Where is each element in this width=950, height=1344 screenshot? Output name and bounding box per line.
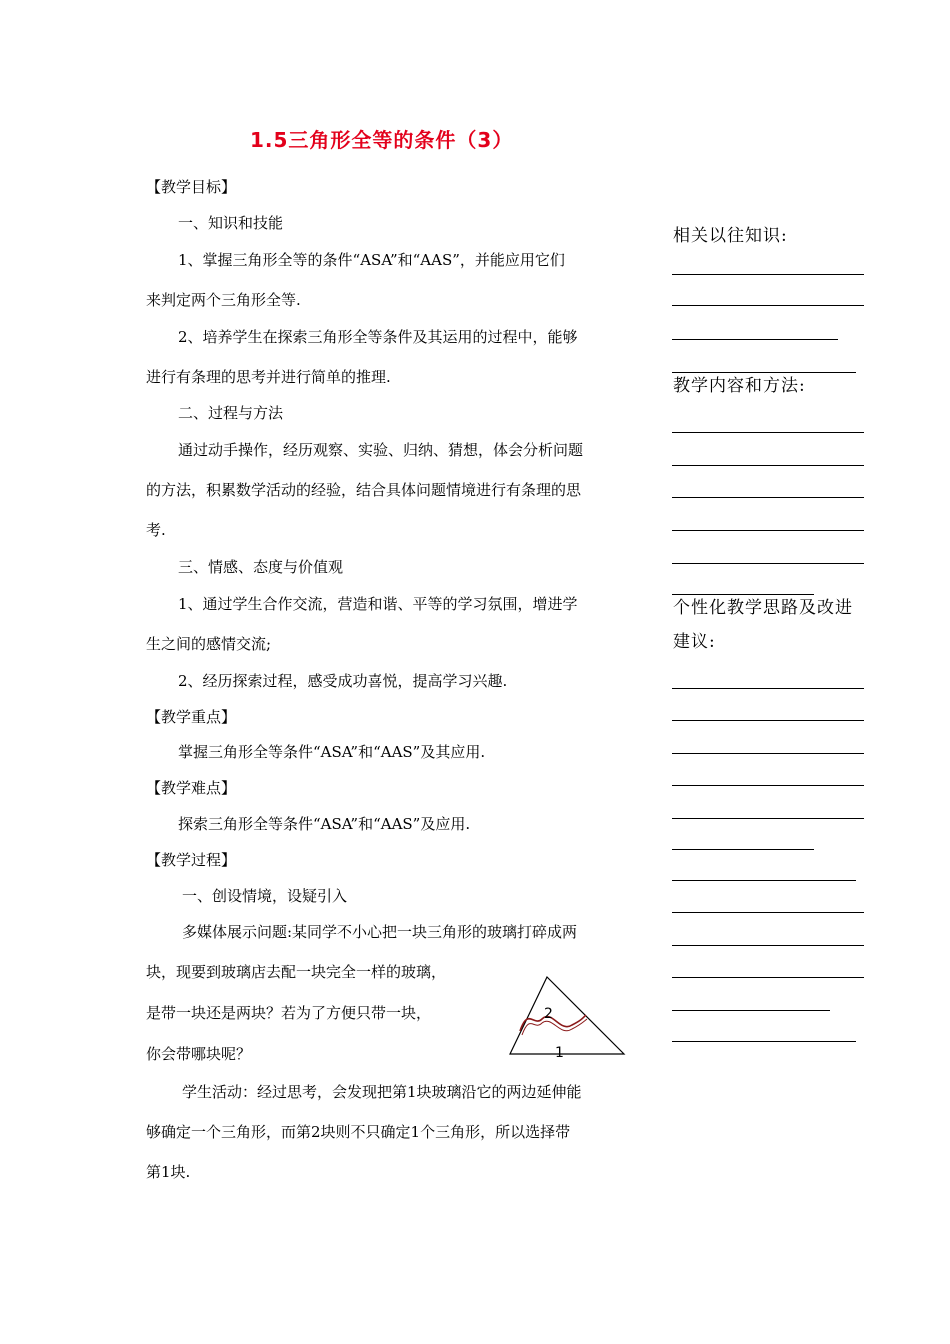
piece-1-label: 1 [555, 1045, 564, 1061]
problem-line4: 你会带哪块呢？ [146, 1045, 252, 1063]
write-line [672, 720, 864, 721]
difficulties-text: 探索三角形全等条件“ASA”和“AAS”及应用. [178, 815, 471, 833]
write-line [672, 818, 864, 819]
step1-heading: 一、创设情境，设疑引入 [182, 887, 348, 905]
write-line [672, 372, 856, 373]
write-line [672, 594, 814, 595]
part3-item1-line2: 生之间的感情交流; [146, 635, 272, 653]
write-line [672, 945, 864, 946]
write-line [672, 497, 864, 498]
keypoints-heading: 【教学重点】 [146, 708, 237, 726]
part1-item2-line1: 2、培养学生在探索三角形全等条件及其运用的过程中，能够 [178, 328, 578, 346]
problem-line3: 是带一块还是两块？若为了方便只带一块， [146, 1004, 432, 1022]
write-line [672, 530, 864, 531]
part2-text-line1: 通过动手操作，经历观察、实验、归纳、猜想，体会分析问题 [178, 441, 584, 459]
sidebar-personalized-line1: 个性化教学思路及改进 [673, 598, 853, 618]
part1-item1-line1: 1、掌握三角形全等的条件“ASA”和“AAS”，并能应用它们 [178, 251, 565, 269]
triangle-diagram [500, 975, 630, 1065]
page-title: 1.5三角形全等的条件（3） [250, 128, 514, 152]
triangle-outline [510, 977, 624, 1054]
problem-line2: 块，现要到玻璃店去配一块完全一样的玻璃， [146, 963, 447, 981]
write-line [672, 274, 864, 275]
broken-glass-figure [500, 975, 630, 1069]
sidebar-personalized-line2: 建议: [673, 632, 716, 652]
part1-heading: 一、知识和技能 [178, 214, 284, 232]
part1-item2-line2: 进行有条理的思考并进行简单的推理. [146, 368, 391, 386]
keypoints-text: 掌握三角形全等条件“ASA”和“AAS”及其应用. [178, 743, 486, 761]
write-line [672, 753, 864, 754]
write-line [672, 305, 864, 306]
activity-line1: 学生活动：经过思考，会发现把第1块玻璃沿它的两边延伸能 [182, 1083, 582, 1101]
write-line [672, 880, 856, 881]
piece-2-label: 2 [544, 1006, 553, 1022]
write-line [672, 1041, 856, 1042]
write-line [672, 912, 864, 913]
process-heading: 【教学过程】 [146, 851, 237, 869]
part3-heading: 三、情感、态度与价值观 [178, 558, 344, 576]
write-line [672, 339, 838, 340]
crack-line [520, 1015, 586, 1031]
part1-item1-line2: 来判定两个三角形全等. [146, 291, 301, 309]
write-line [672, 849, 814, 850]
sidebar-prior-knowledge: 相关以往知识: [673, 226, 788, 246]
write-line [672, 563, 864, 564]
write-line [672, 465, 864, 466]
part3-item2: 2、经历探索过程，感受成功喜悦，提高学习兴趣. [178, 672, 508, 690]
write-line [672, 977, 864, 978]
part2-text-line2: 的方法，积累数学活动的经验，结合具体问题情境进行有条理的思 [146, 481, 582, 499]
write-line [672, 432, 864, 433]
write-line [672, 688, 864, 689]
objectives-heading: 【教学目标】 [146, 178, 237, 196]
part2-text-line3: 考. [146, 521, 166, 539]
activity-line2: 够确定一个三角形，而第2块则不只确定1个三角形，所以选择带 [146, 1123, 571, 1141]
write-line [672, 785, 864, 786]
part3-item1-line1: 1、通过学生合作交流，营造和谐、平等的学习氛围，增进学 [178, 595, 578, 613]
part2-heading: 二、过程与方法 [178, 404, 284, 422]
activity-line3: 第1块. [146, 1163, 191, 1181]
sidebar-content-method: 教学内容和方法: [673, 376, 806, 396]
difficulties-heading: 【教学难点】 [146, 779, 237, 797]
write-line [672, 1010, 830, 1011]
problem-line1: 多媒体展示问题:某同学不小心把一块三角形的玻璃打碎成两 [182, 923, 578, 941]
